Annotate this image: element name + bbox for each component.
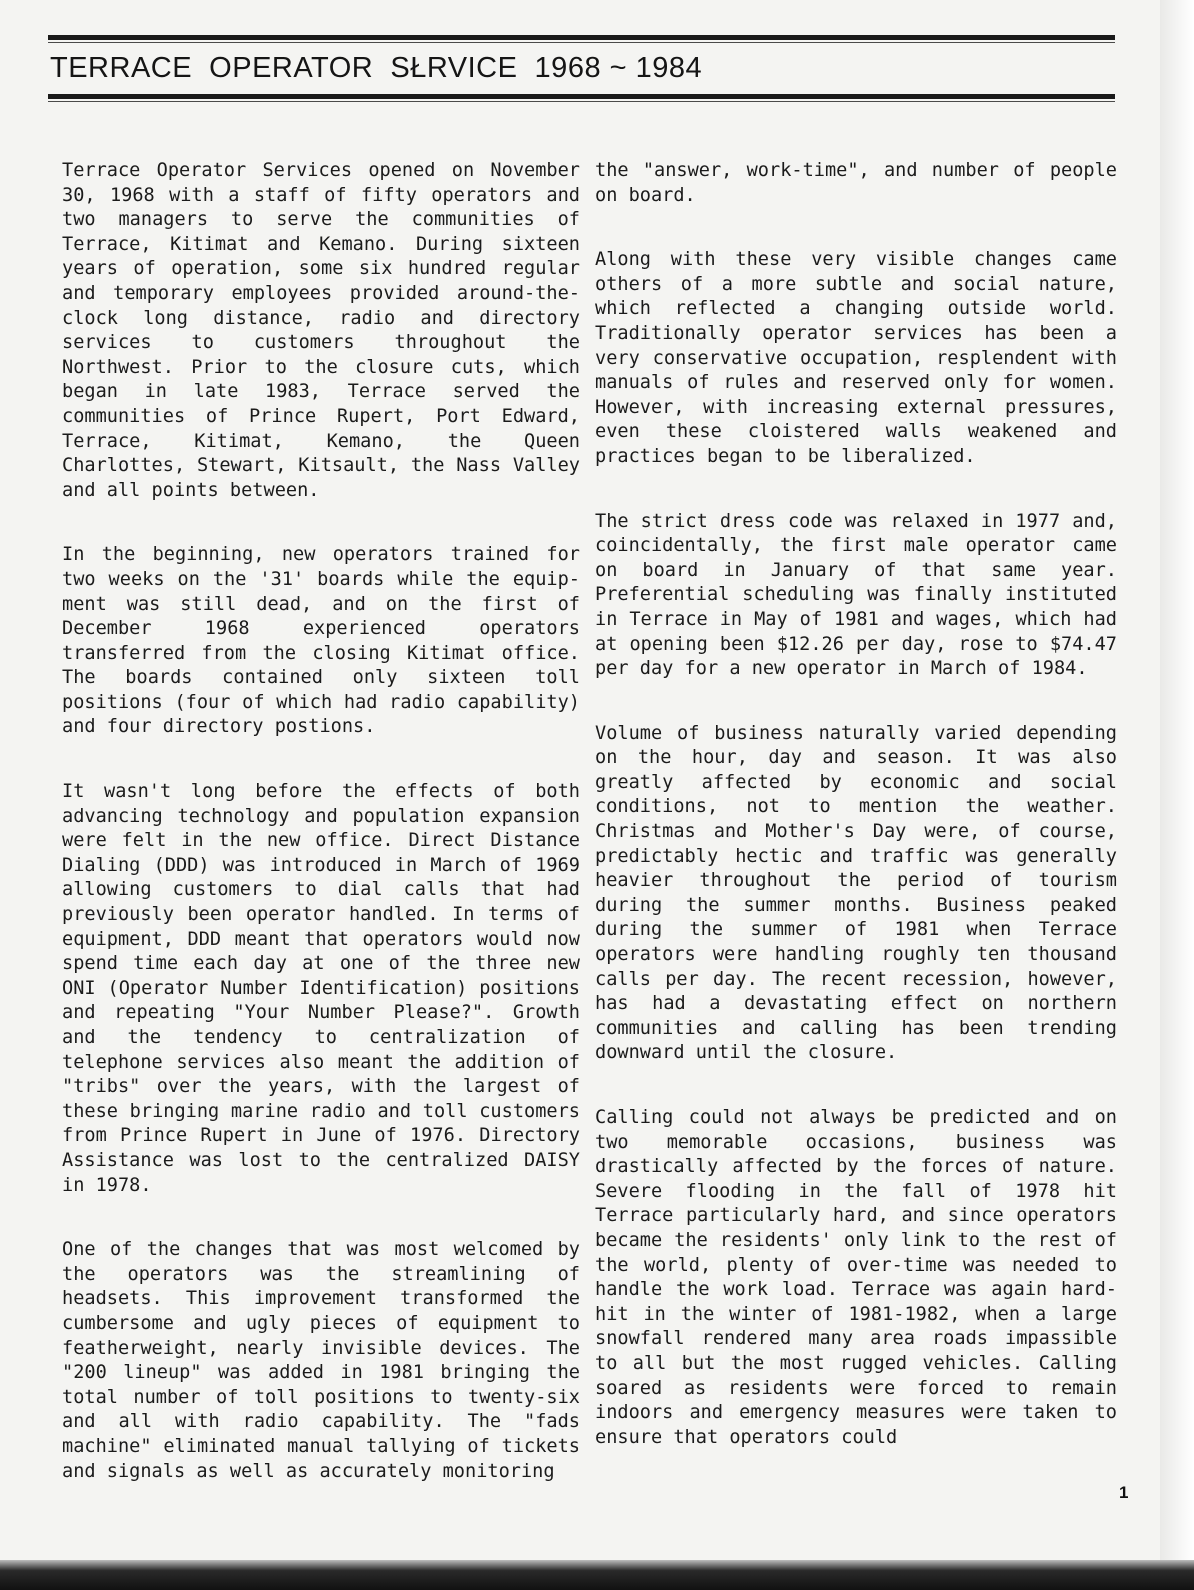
header-rule-bottom [48, 94, 1115, 99]
header-rule-top [48, 35, 1115, 40]
paragraph-opening: Terrace Operator Services opened on November 30, 1968 with a staff of fifty operators and two managers to serve the communities of Terrace, Kitimat and Kemano. During sixteen years of operation, some six hundred regular and temporary employees provided around-the-clock long distance, radio and directory services to customers throughout the Northwest. Prior to the closure cuts, which began in late 1983, Terrace served the communities of Prince Rupert, Port Edward, Terrace, Kitimat, Kemano, the Queen Charlottes, Stewart, Kitsault, the Nass Valley and all points between. [62, 160, 580, 501]
paragraph-technology: It wasn't long before the effects of both advancing technology and population expansion were felt in the new office. Direct Distance Dialing (DDD) was introduced in March of 1969 allowing customers to dial calls that had previously been operator handled. In terms of equipment, DDD meant that operators would now spend time each day at one of the three new ONI (Operator Number Identification) positions and repeating "Your Number Please?". Growth and the tendency to centralization of telephone services also meant the addition of "tribs" over the years, with the largest of these bringing marine radio and toll customers from Prince Rupert in June of 1976. Directory Assistance was lost to the centralized DAISY in 1978. [62, 781, 580, 1196]
paragraph-social-changes: Along with these very visible changes came others of a more subtle and social nature, which reflected a changing outside world. Traditionally operator services has been a very conservative occupation, resplendent with manuals of rules and reserved only for women. However, with increasing external pressures, even these cloistered walls weakened and practices began to be liberalized. [595, 249, 1117, 467]
paragraph-business-volume: Volume of business naturally varied depending on the hour, day and season. It was also greatly affected by economic and social conditions, not to mention the weather. Christmas and Mother's Day were, of course, predictably hectic and traffic was generally heavier throughout the period of tourism during the summer months. Business peaked during the summer of 1981 when Terrace operators were handling roughly ten thousand calls per day. The recent recession, however, has had a devastating effect on northern communities and calling has been trending downward until the closure. [595, 722, 1117, 1064]
page-number: 1 [1119, 1483, 1129, 1502]
scan-bottom-edge [0, 1560, 1194, 1590]
header-rule-top-thin [48, 42, 1115, 43]
paragraph-continuation: the "answer, work-time", and number of people on board. [595, 160, 1117, 206]
page-title: TERRACE OPERATOR SŁRVICE 1968 ~ 1984 [50, 52, 703, 84]
paragraph-beginning: In the beginning, new operators trained for two weeks on the '31' boards while the equipment was still dead, and on the first of December 1968 experienced operators transferred from the closing Kitimat office. The boards contained only sixteen toll positions (four of which had radio capability) and four directory postions. [62, 544, 580, 738]
paragraph-forces-of-nature: Calling could not always be predicted and on two memorable occasions, business was drastically affected by the forces of nature. Severe flooding in the fall of 1978 hit Terrace particularly hard, and since operators became the residents' only link to the rest of the world, plenty of over-time was needed to handle the work load. Terrace was again hard-hit in the winter of 1981-1982, when a large snowfall rendered many area roads impassible to all but the most rugged vehicles. Calling soared as residents were forced to remain indoors and emergency measures were taken to ensure that operators could [595, 1107, 1117, 1448]
paragraph-headsets: One of the changes that was most welcomed by the operators was the streamlining of headsets. This improvement transformed the cumbersome and ugly pieces of equipment to featherweight, nearly invisible devices. The "200 lineup" was added in 1981 bringing the total number of toll positions to twenty-six and all with radio capability. The "fads machine" eliminated manual tallying of tickets and signals as well as accurately monitoring [62, 1239, 580, 1482]
right-column [595, 159, 1117, 1450]
left-column [62, 159, 580, 1484]
page-edge-shadow [1160, 0, 1194, 1590]
header-rule-bottom-thin [48, 101, 1115, 102]
paragraph-dress-code: The strict dress code was relaxed in 1977 and, coincidentally, the first male operator came on board in January of that same year. Preferential scheduling was finally instituted in Terrace in May of 1981 and wages, which had at opening been $12.26 per day, rose to $74.47 per day for a new operator in March of 1984. [595, 510, 1117, 680]
